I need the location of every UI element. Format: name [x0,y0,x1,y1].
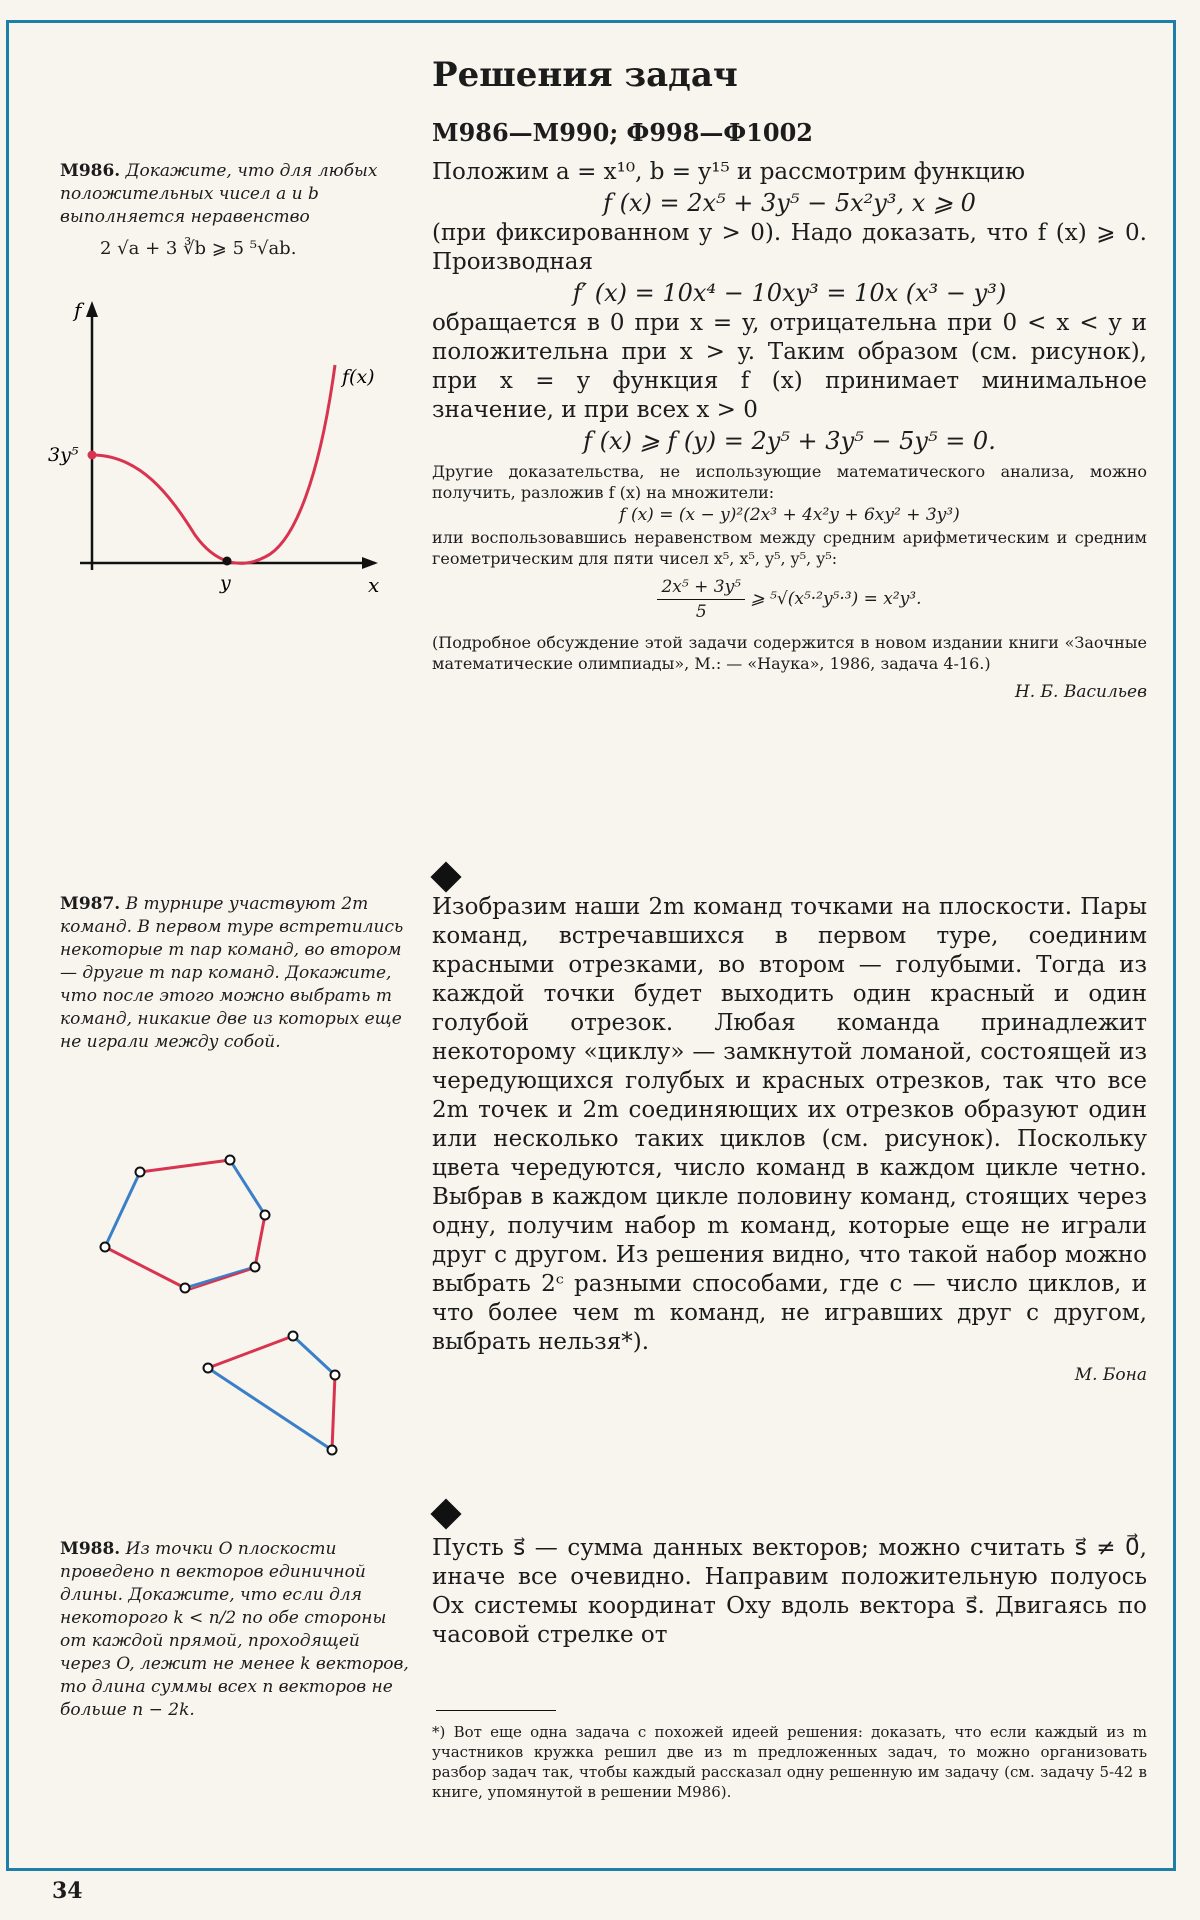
m987-problem [60,893,412,1054]
m988-solution [432,1534,1147,1650]
m986-statement: Докажите, что для любых положительных чисел a и b выполняется неравенство [60,161,378,227]
m987-author: М. Бона [1074,1365,1147,1385]
m986-f3: f (x) ⩾ f (y) = 2y⁵ + 3y⁵ − 5y⁵ = 0. [583,427,996,455]
m986-solution [432,158,1147,702]
footnote: *) Вот еще одна задача с похожей идеей решения: доказать, что если каждый из m участников кружка решил две из m предложенных задач, то можно организовать разбор задач так, чтобы каждый рассказал одну решенную им задачу (см. задачу 5-42 в книге, упомянутой в решении М986). [432,1723,1147,1801]
footnote-rule [436,1710,556,1711]
m986-f5-rest: ⩾ ⁵√(x⁵·²y⁵·³) = x²y³. [750,589,922,609]
m986-f1: f (x) = 2x⁵ + 3y⁵ − 5x²y³, x ⩾ 0 [603,189,976,217]
m986-p1: Положим a = x¹⁰, b = y¹⁵ и рассмотрим функцию [432,159,1025,185]
graph-y-arrow [86,301,98,317]
m987-statement: В турнире участвуют 2m команд. В первом туре встретились некоторые m пар команд, во втором — другие m пар команд. Докажите, что после этого можно выбрать m команд, никакие две из которых еще не играли между собой. [60,894,404,1052]
m986-p6: (Подробное обсуждение этой задачи содержится в новом издании книги «Заочные математические олимпиады», М.: — «Наука», 1986, задача 4-16.) [432,633,1147,673]
graph-y-tick: 3y⁵ [48,444,79,466]
m986-p3: обращается в 0 при x = y, отрицательна при 0 < x < y и положительна при x > y. Таким образом (см. рисунок), при x = y функция f (x) принимает минимальное значение, и при всех x > 0 [432,310,1147,423]
graph-x-arrow [362,557,378,569]
page-title: Решения задач [432,55,738,95]
graph-curve-label: f(x) [342,366,375,388]
page-subtitle: М986—М990; Ф998—Ф1002 [432,118,813,147]
m986-p4: Другие доказательства, не использующие математического анализа, можно получить, разложив f (x) на множители: [432,462,1147,502]
m986-f5 [432,575,1147,624]
graph-curve [92,365,335,563]
m986-problem [60,160,412,260]
m988-problem [60,1538,412,1722]
m986-p5: или воспользовавшись неравенством между средним арифметическим и средним геометрическим для пяти чисел x⁵, x⁵, y⁵, y⁵, y⁵: [432,528,1147,568]
m986-f5-den: 5 [695,602,707,622]
m986-author: Н. Б. Васильев [1014,682,1147,702]
m986-label: М986. [60,161,121,181]
m987-label: М987. [60,894,121,914]
m986-f2: f′ (x) = 10x⁴ − 10xy³ = 10x (x³ − y³) [572,279,1007,307]
page-number: 34 [52,1878,83,1904]
m986-p2: (при фиксированном y > 0). Надо доказать, что f (x) ⩾ 0. Производная [432,220,1147,275]
m987-solution-text: Изобразим наши 2m команд точками на плоскости. Пары команд, встречавшихся в первом туре, соединим красными отрезками, во втором — голубыми. Тогда из каждой точки будет выходить один красный и один голубой отрезок. Любая команда принадлежит некоторому «циклу» — замкнутой ломаной, состоящей из чередующихся голубых и красных отрезков, так что все 2m точек и 2m соединяющих их отрезков образуют один или несколько таких циклов (см. рисунок). Поскольку цвета чередуются, число команд в каждом цикле четно. Выбрав в каждом цикле половину команд, стоящих через одну, получим набор m команд, которые еще не играли друг с другом. Из решения видно, что такой набор можно выбрать 2ᶜ разными способами, где c — число циклов, и что более чем m команд, не игравших друг с другом, выбрать нельзя*). [432,894,1147,1355]
graph-point-min [223,557,232,566]
graph-y-label: f [74,298,82,322]
m986-inequality: 2 √a + 3 ∛b ⩾ 5 ⁵√ab. [100,238,297,259]
m988-solution-text: Пусть s⃗ — сумма данных векторов; можно считать s⃗ ≠ 0⃗, иначе все очевидно. Направим положительную полуось Ox системы координат Oxy вдоль вектора s⃗. Двигаясь по часовой стрелке от [432,1535,1147,1648]
m988-label: М988. [60,1539,121,1559]
m986-f4: f (x) = (x − y)²(2x³ + 4x²y + 6xy² + 3y³) [619,505,960,525]
graph-point-y0 [88,451,97,460]
graph-x-tick: y [220,572,231,594]
m986-graph [40,295,400,605]
m987-solution [432,893,1147,1385]
m988-statement: Из точки O плоскости проведено n векторов единичной длины. Докажите, что если для некоторого k < n/2 по обе стороны от каждой прямой, проходящей через O, лежит не менее k векторов, то длина суммы всех n векторов не больше n − 2k. [60,1539,409,1720]
m986-f5-num: 2x⁵ + 3y⁵ [657,575,745,600]
graph-x-label: x [368,573,380,597]
m987-cycles-figure [90,1150,360,1460]
